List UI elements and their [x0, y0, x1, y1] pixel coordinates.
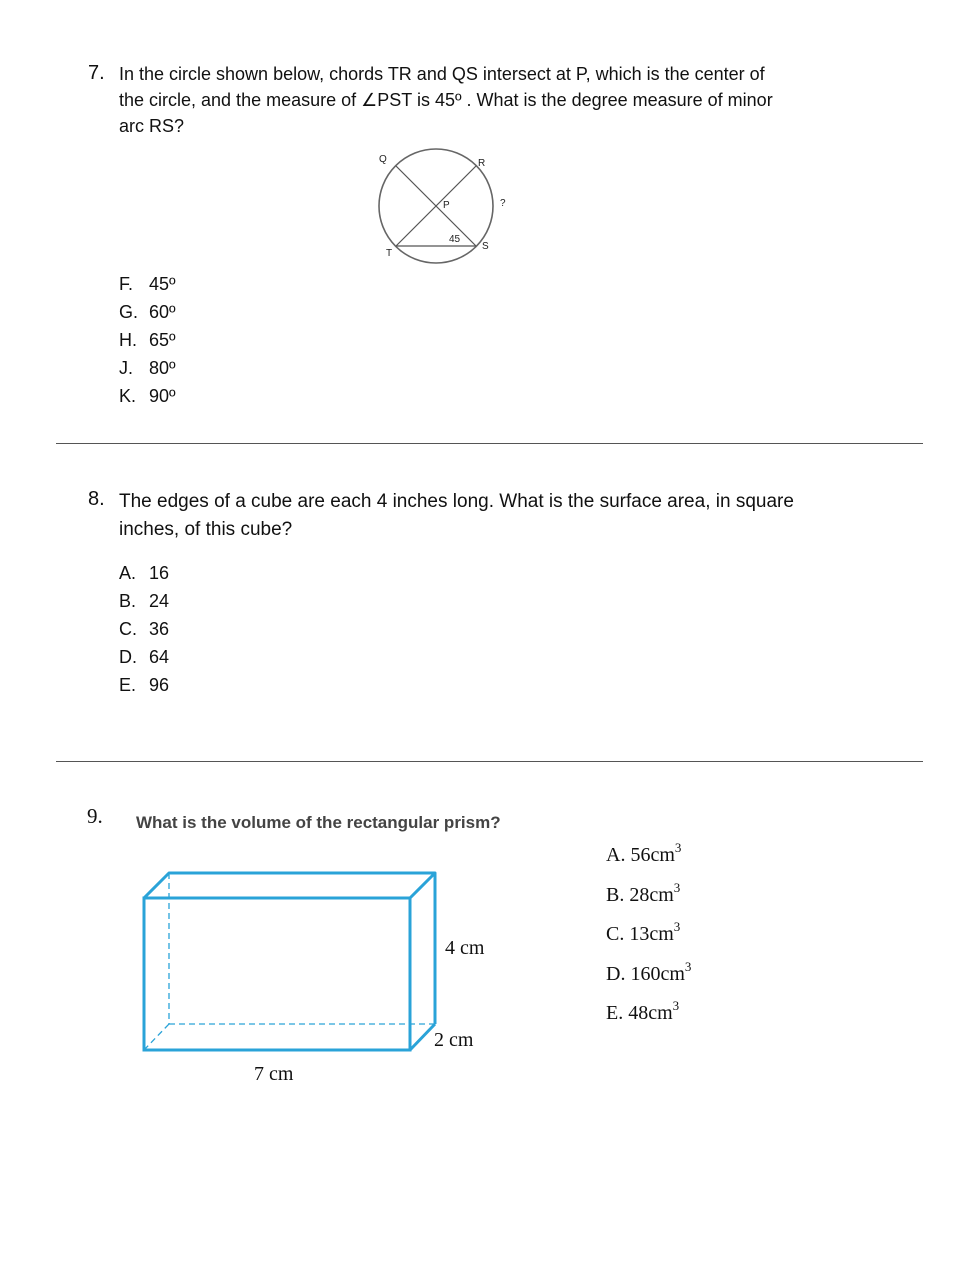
q7-line-3: arc RS? — [119, 116, 185, 136]
q9-choice-d[interactable]: D. $160cm^3$ — [606, 958, 692, 985]
q8-choice-d[interactable]: D. 64 — [119, 647, 170, 667]
label-angle-45: 45 — [449, 234, 461, 245]
hidden-edge-depth — [144, 1024, 169, 1050]
rectangular-prism-diagram — [130, 860, 510, 1090]
prism-front-face — [144, 898, 410, 1050]
depth-label: 2 cm — [434, 1029, 474, 1051]
prism-top-face — [144, 873, 435, 898]
label-r: R — [478, 158, 486, 169]
q7-choice-h[interactable]: H. 65º — [119, 330, 176, 350]
q7-choice-k[interactable]: K. 90º — [119, 386, 176, 406]
q7-choice-f[interactable]: F. 45º — [119, 274, 176, 294]
q9-choice-c[interactable]: C. $13cm^3$ — [606, 919, 681, 945]
label-s: S — [482, 241, 489, 252]
label-t: T — [386, 248, 393, 259]
q7-choices — [119, 270, 176, 410]
width-label: 7 cm — [254, 1063, 294, 1085]
label-q: Q — [379, 154, 387, 165]
label-p: P — [443, 200, 450, 211]
q9-question: What is the volume of the rectangular prism? — [136, 813, 501, 832]
q8-line-1: The edges of a cube are each 4 inches long. What is the surface area, in square — [119, 491, 794, 512]
q8-choice-e[interactable]: E. 96 — [119, 675, 170, 695]
divider-1 — [56, 443, 923, 444]
q8-question — [119, 488, 889, 544]
q8-choice-a[interactable]: A. 16 — [119, 563, 170, 583]
q9-choice-b[interactable]: B. $28cm^3$ — [606, 879, 681, 906]
q9-number: 9. — [87, 804, 103, 828]
q7-line-1: In the circle shown below, chords TR and QS intersect at P, which is the center of — [119, 64, 765, 84]
q9-choices — [606, 842, 691, 1040]
q9-choice-a[interactable]: A. $56cm^3$ — [606, 840, 682, 866]
circle-chords-diagram — [370, 148, 520, 270]
q8-choices — [119, 559, 169, 699]
label-unknown-arc: ? — [500, 198, 506, 209]
q8-line-2: inches, of this cube? — [119, 519, 293, 540]
height-label: 4 cm — [445, 937, 485, 959]
q7-number: 7. — [88, 62, 105, 84]
divider-2 — [56, 761, 923, 762]
q7-choice-g[interactable]: G. 60º — [119, 302, 176, 322]
q7-choice-j[interactable]: J. 80º — [119, 358, 176, 378]
q8-choice-c[interactable]: C. 36 — [119, 619, 170, 639]
q8-number: 8. — [88, 488, 105, 510]
q9-choice-e[interactable]: E. $48cm^3$ — [606, 998, 680, 1024]
prism-right-bottom-edge — [410, 1024, 435, 1050]
q7-line-2: the circle, and the measure of ∠PST is 45º . What is the degree measure of minor — [119, 90, 773, 110]
q7-question — [119, 61, 859, 139]
q8-choice-b[interactable]: B. 24 — [119, 591, 170, 611]
